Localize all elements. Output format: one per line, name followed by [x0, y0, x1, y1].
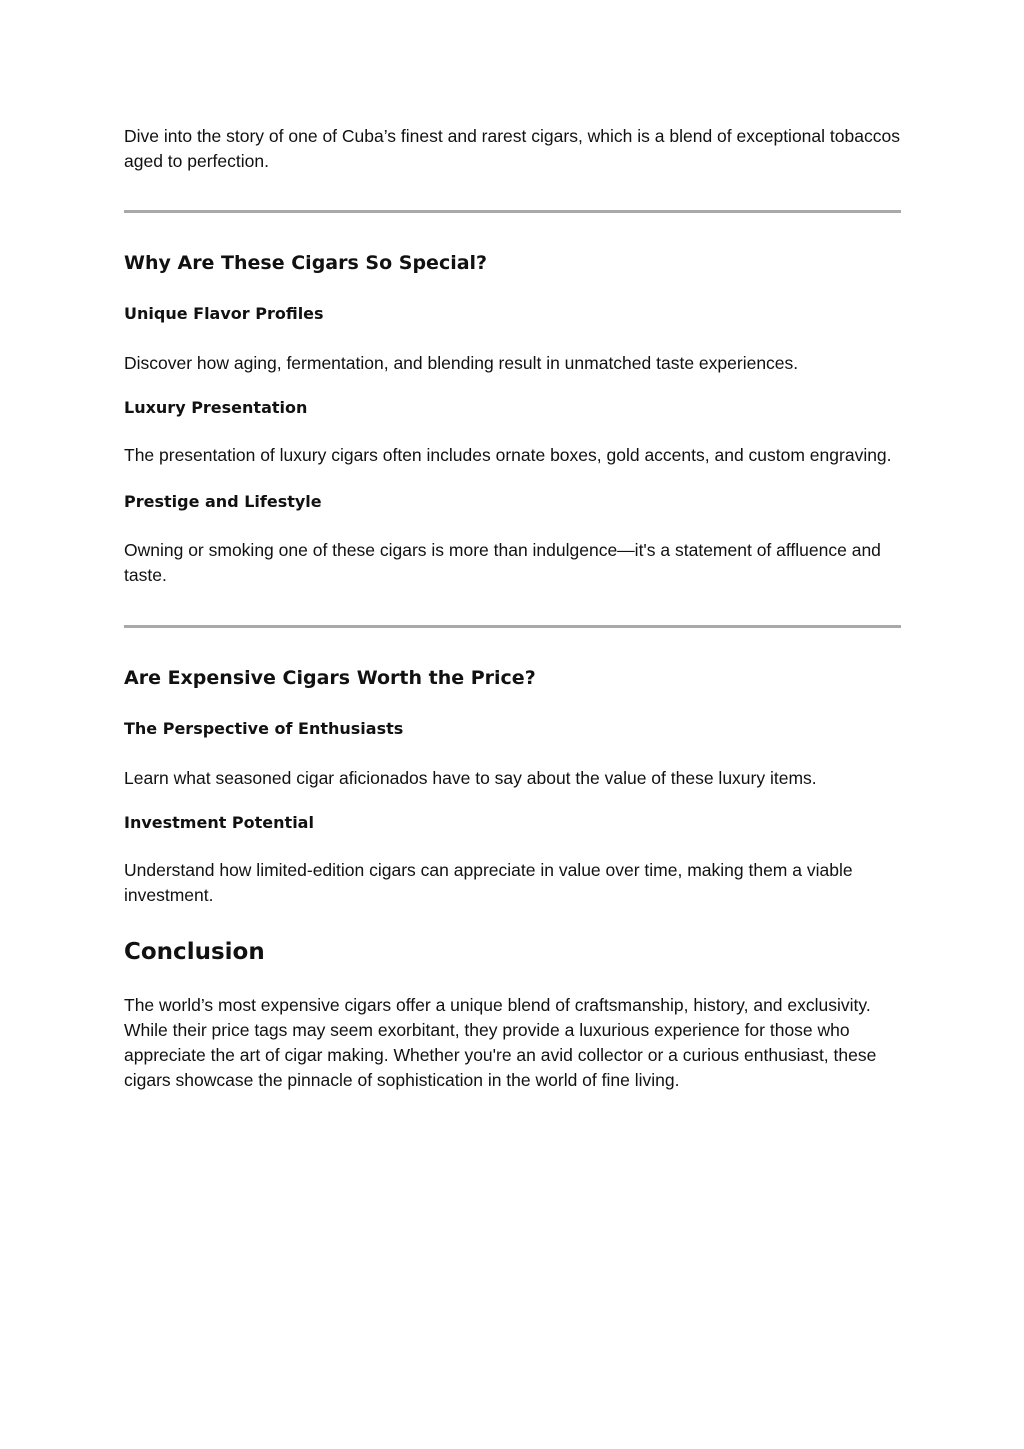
intro-paragraph: Dive into the story of one of Cuba’s finest and rarest cigars, which is a blend of exceptional tobaccos aged to perfection.	[124, 126, 900, 171]
subheading-investment-potential: Investment Potential	[124, 813, 314, 832]
section-divider	[124, 625, 901, 628]
conclusion-paragraph: The world’s most expensive cigars offer a unique blend of craftsmanship, history, and exclusivity. While their price tags may seem exorbitant, they provide a luxurious experience for those who appreciate the art of cigar making. Whether you're an avid collector or a curious enthusiast, these cigars showcase the pinnacle of sophistication in the world of fine living.	[124, 995, 877, 1090]
subheading-unique-flavor-profiles: Unique Flavor Profiles	[124, 304, 324, 323]
paragraph-unique-flavor-profiles: Discover how aging, fermentation, and blending result in unmatched taste experiences.	[124, 353, 799, 373]
section-heading-why-special: Why Are These Cigars So Special?	[124, 252, 488, 274]
paragraph-luxury-presentation: The presentation of luxury cigars often includes ornate boxes, gold accents, and custom engraving.	[124, 445, 892, 465]
conclusion-heading: Conclusion	[124, 939, 265, 965]
paragraph-prestige-and-lifestyle: Owning or smoking one of these cigars is more than indulgence—it's a statement of affluence and taste.	[124, 540, 881, 585]
section-divider	[124, 210, 901, 213]
section-heading-worth-the-price: Are Expensive Cigars Worth the Price?	[124, 667, 536, 689]
subheading-luxury-presentation: Luxury Presentation	[124, 398, 308, 417]
paragraph-investment-potential: Understand how limited-edition cigars can appreciate in value over time, making them a viable investment.	[124, 860, 853, 905]
paragraph-perspective-of-enthusiasts: Learn what seasoned cigar aficionados have to say about the value of these luxury items.	[124, 768, 817, 788]
subheading-perspective-of-enthusiasts: The Perspective of Enthusiasts	[124, 719, 404, 738]
document-page	[124, 124, 901, 1093]
subheading-prestige-and-lifestyle: Prestige and Lifestyle	[124, 492, 322, 511]
